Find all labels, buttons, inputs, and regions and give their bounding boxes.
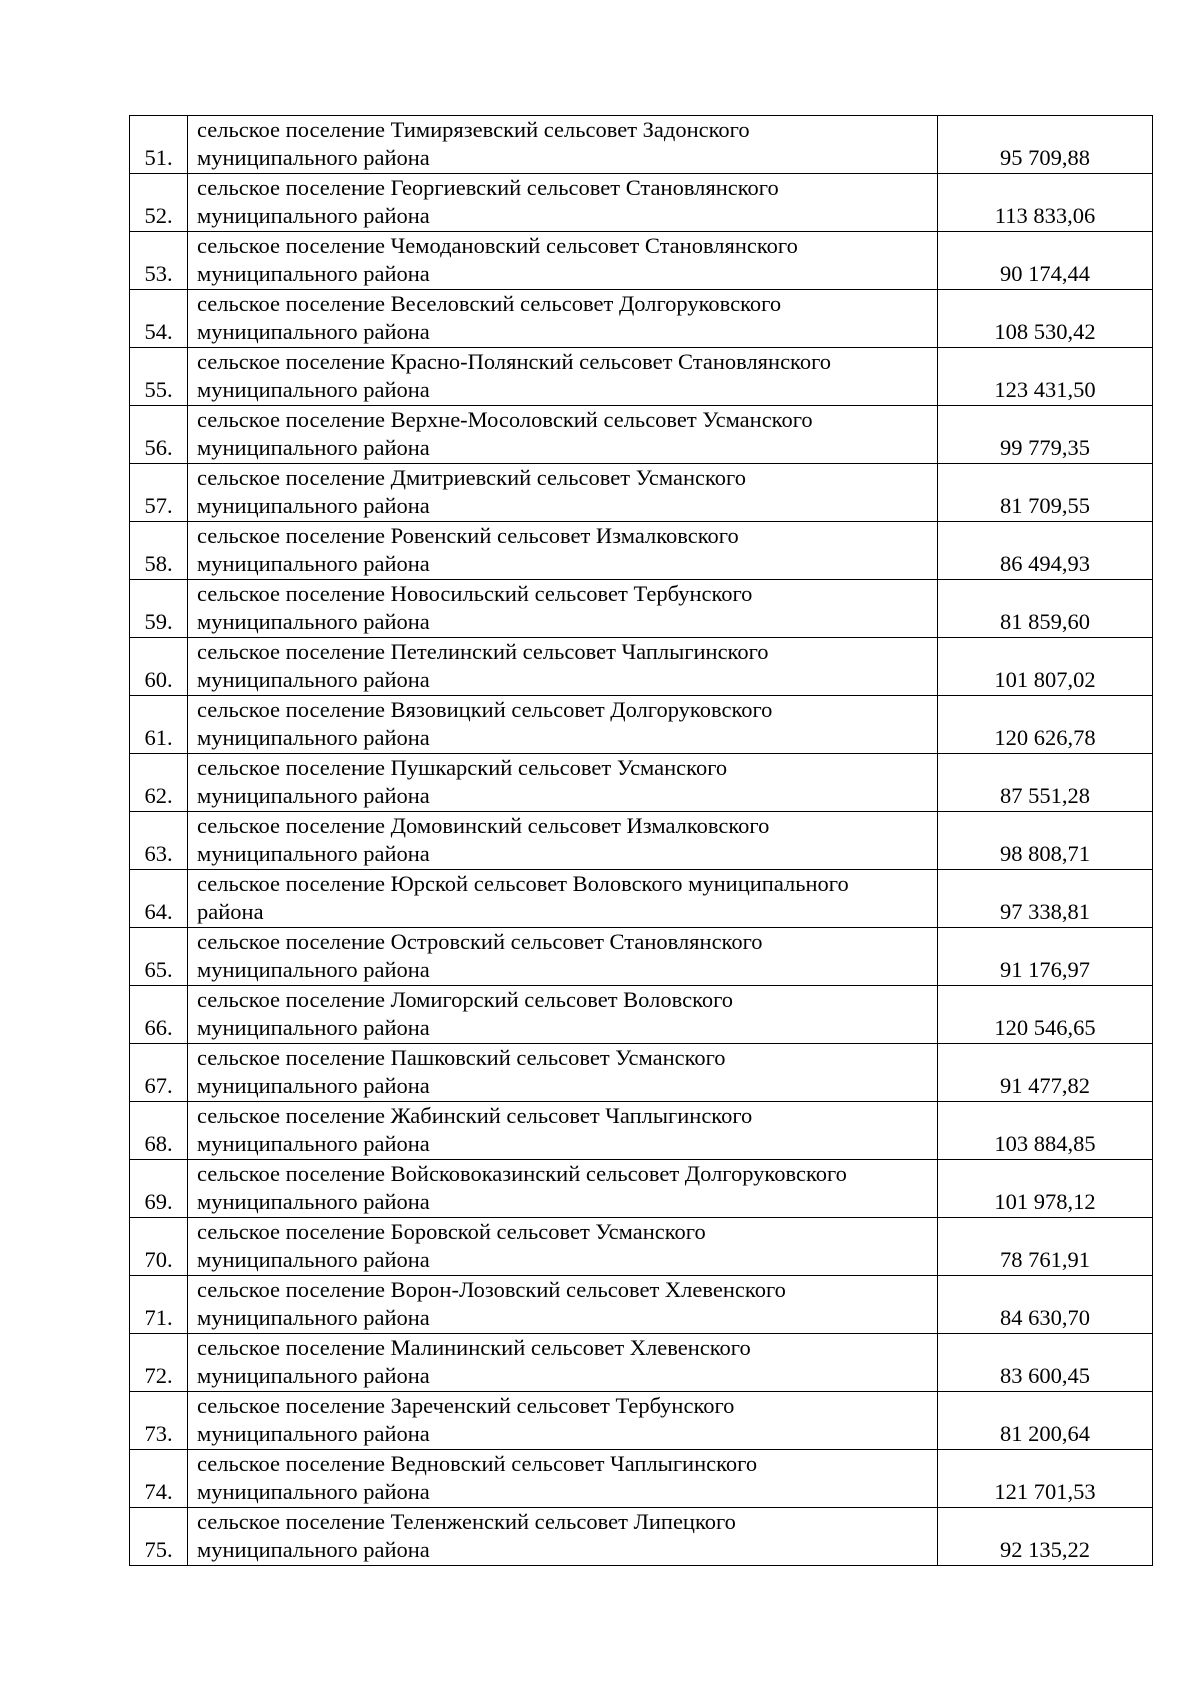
- amount-value: 87 551,28: [938, 754, 1153, 812]
- row-number: 72.: [130, 1334, 188, 1392]
- row-number: 67.: [130, 1044, 188, 1102]
- table-row: [130, 1392, 1153, 1450]
- amount-value: 97 338,81: [938, 870, 1153, 928]
- table-row: [130, 406, 1153, 464]
- table-row: [130, 1044, 1153, 1102]
- table-row: [130, 638, 1153, 696]
- settlement-name-line-2: муниципального района: [197, 551, 430, 576]
- amount-value: 91 477,82: [938, 1044, 1153, 1102]
- row-number: 68.: [130, 1102, 188, 1160]
- settlement-name: [188, 116, 938, 174]
- settlement-name-line-2: муниципального района: [197, 203, 430, 228]
- settlement-name: [188, 232, 938, 290]
- row-number: 59.: [130, 580, 188, 638]
- amount-value: 123 431,50: [938, 348, 1153, 406]
- table-row: [130, 986, 1153, 1044]
- table-row: [130, 928, 1153, 986]
- row-number: 61.: [130, 696, 188, 754]
- settlement-name: [188, 522, 938, 580]
- settlement-name-line-2: муниципального района: [197, 667, 430, 692]
- settlement-name-line-2: муниципального района: [197, 145, 430, 170]
- settlement-name: [188, 754, 938, 812]
- amount-value: 95 709,88: [938, 116, 1153, 174]
- settlement-name-line-1: сельское поселение Пашковский сельсовет Усманского: [197, 1045, 726, 1070]
- settlement-name-line-2: муниципального района: [197, 377, 430, 402]
- amount-value: 90 174,44: [938, 232, 1153, 290]
- table-row: [130, 116, 1153, 174]
- settlement-name-line-2: муниципального района: [197, 841, 430, 866]
- settlement-name-line-1: сельское поселение Ворон-Лозовский сельсовет Хлевенского: [197, 1277, 786, 1302]
- settlement-name-line-1: сельское поселение Новосильский сельсовет Тербунского: [197, 581, 753, 606]
- settlement-name-line-2: муниципального района: [197, 1015, 430, 1040]
- settlement-name-line-1: сельское поселение Малининский сельсовет Хлевенского: [197, 1335, 751, 1360]
- settlement-name: [188, 986, 938, 1044]
- settlement-name: [188, 928, 938, 986]
- settlement-name-line-1: сельское поселение Вязовицкий сельсовет Долгоруковского: [197, 697, 773, 722]
- settlement-name-line-2: муниципального района: [197, 1073, 430, 1098]
- amount-value: 101 978,12: [938, 1160, 1153, 1218]
- row-number: 73.: [130, 1392, 188, 1450]
- amount-value: 121 701,53: [938, 1450, 1153, 1508]
- table-row: [130, 870, 1153, 928]
- row-number: 64.: [130, 870, 188, 928]
- amount-value: 120 546,65: [938, 986, 1153, 1044]
- settlement-name-line-1: сельское поселение Дмитриевский сельсовет Усманского: [197, 465, 746, 490]
- settlement-name: [188, 696, 938, 754]
- settlement-name-line-2: муниципального района: [197, 783, 430, 808]
- amount-value: 91 176,97: [938, 928, 1153, 986]
- amount-value: 83 600,45: [938, 1334, 1153, 1392]
- settlement-name-line-2: муниципального района: [197, 609, 430, 634]
- settlement-name-line-1: сельское поселение Веселовский сельсовет Долгоруковского: [197, 291, 782, 316]
- settlement-name-line-1: сельское поселение Войсковоказинский сельсовет Долгоруковского: [197, 1161, 847, 1186]
- amount-value: 101 807,02: [938, 638, 1153, 696]
- settlement-name-line-2: муниципального района: [197, 1363, 430, 1388]
- table-row: [130, 232, 1153, 290]
- settlement-name-line-2: муниципального района: [197, 1131, 430, 1156]
- table-row: [130, 348, 1153, 406]
- amount-value: 92 135,22: [938, 1508, 1153, 1566]
- table-row: [130, 1276, 1153, 1334]
- settlement-name: [188, 1160, 938, 1218]
- settlements-table: [129, 115, 1153, 1566]
- table-row: [130, 1160, 1153, 1218]
- settlement-name: [188, 348, 938, 406]
- settlement-name-line-2: муниципального района: [197, 1247, 430, 1272]
- row-number: 55.: [130, 348, 188, 406]
- settlement-name-line-1: сельское поселение Ломигорский сельсовет Воловского: [197, 987, 734, 1012]
- settlement-name-line-2: муниципального района: [197, 1479, 430, 1504]
- row-number: 51.: [130, 116, 188, 174]
- settlement-name: [188, 870, 938, 928]
- row-number: 57.: [130, 464, 188, 522]
- settlement-name: [188, 406, 938, 464]
- settlement-name-line-1: сельское поселение Островский сельсовет Становлянского: [197, 929, 763, 954]
- table-row: [130, 464, 1153, 522]
- amount-value: 99 779,35: [938, 406, 1153, 464]
- settlement-name: [188, 638, 938, 696]
- settlement-name-line-1: сельское поселение Жабинский сельсовет Чаплыгинского: [197, 1103, 753, 1128]
- table-row: [130, 812, 1153, 870]
- settlement-name: [188, 1334, 938, 1392]
- settlement-name: [188, 580, 938, 638]
- row-number: 75.: [130, 1508, 188, 1566]
- settlement-name: [188, 1218, 938, 1276]
- row-number: 66.: [130, 986, 188, 1044]
- table-row: [130, 580, 1153, 638]
- settlement-name: [188, 464, 938, 522]
- row-number: 56.: [130, 406, 188, 464]
- settlement-name: [188, 1102, 938, 1160]
- table-row: [130, 1450, 1153, 1508]
- settlement-name-line-2: муниципального района: [197, 1189, 430, 1214]
- table-row: [130, 696, 1153, 754]
- row-number: 53.: [130, 232, 188, 290]
- table-row: [130, 1218, 1153, 1276]
- amount-value: 81 200,64: [938, 1392, 1153, 1450]
- settlement-name: [188, 1392, 938, 1450]
- settlement-name-line-1: сельское поселение Чемодановский сельсовет Становлянского: [197, 233, 798, 258]
- settlement-name-line-1: сельское поселение Георгиевский сельсовет Становлянского: [197, 175, 779, 200]
- row-number: 71.: [130, 1276, 188, 1334]
- settlement-name-line-1: сельское поселение Пушкарский сельсовет Усманского: [197, 755, 728, 780]
- settlement-name: [188, 1508, 938, 1566]
- settlement-name-line-2: муниципального района: [197, 1537, 430, 1562]
- amount-value: 120 626,78: [938, 696, 1153, 754]
- settlement-name: [188, 1450, 938, 1508]
- settlement-name: [188, 1276, 938, 1334]
- row-number: 52.: [130, 174, 188, 232]
- table-row: [130, 522, 1153, 580]
- settlement-name-line-2: муниципального района: [197, 319, 430, 344]
- settlement-name: [188, 290, 938, 348]
- settlement-name-line-1: сельское поселение Петелинский сельсовет Чаплыгинского: [197, 639, 769, 664]
- table-row: [130, 1334, 1153, 1392]
- row-number: 65.: [130, 928, 188, 986]
- row-number: 74.: [130, 1450, 188, 1508]
- row-number: 62.: [130, 754, 188, 812]
- amount-value: 103 884,85: [938, 1102, 1153, 1160]
- settlement-name-line-1: сельское поселение Ведновский сельсовет Чаплыгинского: [197, 1451, 758, 1476]
- amount-value: 108 530,42: [938, 290, 1153, 348]
- settlement-name-line-1: сельское поселение Верхне-Мосоловский сельсовет Усманского: [197, 407, 813, 432]
- settlement-name-line-2: муниципального района: [197, 1305, 430, 1330]
- table-row: [130, 290, 1153, 348]
- settlement-name-line-1: сельское поселение Тимирязевский сельсовет Задонского: [197, 117, 750, 142]
- settlement-name-line-2: муниципального района: [197, 261, 430, 286]
- amount-value: 86 494,93: [938, 522, 1153, 580]
- amount-value: 113 833,06: [938, 174, 1153, 232]
- table-row: [130, 1102, 1153, 1160]
- settlement-name-line-1: сельское поселение Юрской сельсовет Воловского муниципального: [197, 871, 849, 896]
- row-number: 63.: [130, 812, 188, 870]
- settlement-name-line-2: района: [197, 899, 264, 924]
- settlement-name-line-1: сельское поселение Ровенский сельсовет Измалковского: [197, 523, 739, 548]
- settlement-name: [188, 1044, 938, 1102]
- settlement-name-line-2: муниципального района: [197, 493, 430, 518]
- settlement-name-line-1: сельское поселение Домовинский сельсовет Измалковского: [197, 813, 770, 838]
- table-row: [130, 754, 1153, 812]
- settlement-name-line-1: сельское поселение Зареченский сельсовет Тербунского: [197, 1393, 735, 1418]
- settlement-name-line-2: муниципального района: [197, 725, 430, 750]
- table-row: [130, 1508, 1153, 1566]
- amount-value: 78 761,91: [938, 1218, 1153, 1276]
- amount-value: 84 630,70: [938, 1276, 1153, 1334]
- table-body: [130, 116, 1153, 1566]
- table-row: [130, 174, 1153, 232]
- row-number: 58.: [130, 522, 188, 580]
- settlement-name-line-2: муниципального района: [197, 435, 430, 460]
- settlement-name-line-1: сельское поселение Теленженский сельсовет Липецкого: [197, 1509, 736, 1534]
- settlement-name-line-2: муниципального района: [197, 1421, 430, 1446]
- settlement-name-line-1: сельское поселение Красно-Полянский сельсовет Становлянского: [197, 349, 832, 374]
- row-number: 69.: [130, 1160, 188, 1218]
- settlement-name-line-1: сельское поселение Боровской сельсовет Усманского: [197, 1219, 706, 1244]
- settlement-name: [188, 174, 938, 232]
- settlement-name-line-2: муниципального района: [197, 957, 430, 982]
- row-number: 70.: [130, 1218, 188, 1276]
- settlement-name: [188, 812, 938, 870]
- row-number: 54.: [130, 290, 188, 348]
- row-number: 60.: [130, 638, 188, 696]
- amount-value: 81 859,60: [938, 580, 1153, 638]
- amount-value: 98 808,71: [938, 812, 1153, 870]
- amount-value: 81 709,55: [938, 464, 1153, 522]
